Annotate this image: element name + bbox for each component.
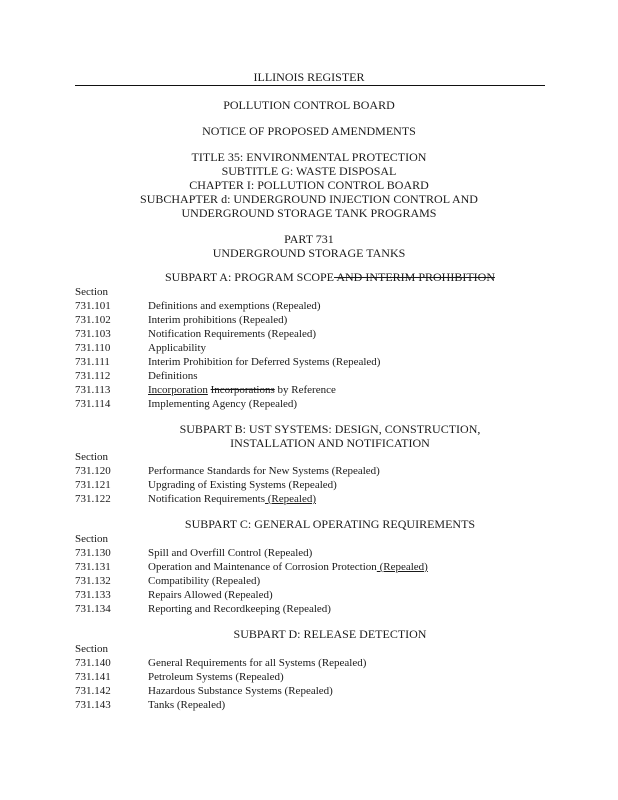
section-number: 731.140 bbox=[75, 657, 111, 669]
section-number: 731.143 bbox=[75, 699, 111, 711]
section-number: 731.141 bbox=[75, 671, 111, 683]
notice-title: NOTICE OF PROPOSED AMENDMENTS bbox=[202, 124, 416, 138]
section-number: 731.134 bbox=[75, 603, 111, 615]
section-title: General Requirements for all Systems (Repealed) bbox=[148, 657, 367, 669]
section-title: Hazardous Substance Systems (Repealed) bbox=[148, 685, 333, 697]
section-title: Petroleum Systems (Repealed) bbox=[148, 671, 284, 683]
section-number: 731.112 bbox=[75, 370, 111, 382]
section-number: 731.130 bbox=[75, 547, 111, 559]
section-title: Applicability bbox=[148, 342, 207, 354]
subtitle-line: SUBTITLE G: WASTE DISPOSAL bbox=[221, 164, 397, 178]
register-title: ILLINOIS REGISTER bbox=[253, 70, 365, 84]
section-title: Definitions bbox=[148, 370, 198, 382]
deleted-text: Incorporations bbox=[210, 384, 275, 396]
subpart-a-heading-struck: AND INTERIM PROHIBITION bbox=[334, 270, 495, 284]
section-title: Notification Requirements (Repealed) bbox=[148, 328, 316, 340]
added-text: (Repealed) bbox=[376, 561, 428, 573]
section-number: 731.121 bbox=[75, 479, 111, 491]
section-number: 731.110 bbox=[75, 342, 111, 354]
subchapter-line-2: UNDERGROUND STORAGE TANK PROGRAMS bbox=[181, 206, 437, 220]
section-number: 731.142 bbox=[75, 685, 111, 697]
chapter-line: CHAPTER I: POLLUTION CONTROL BOARD bbox=[189, 178, 429, 192]
section-title: Definitions and exemptions (Repealed) bbox=[148, 300, 321, 312]
subpart-b-heading-line-2: INSTALLATION AND NOTIFICATION bbox=[230, 436, 430, 450]
section-title-rest: by Reference bbox=[274, 384, 336, 396]
subpart-a-heading-text: SUBPART A: PROGRAM SCOPE bbox=[164, 270, 334, 284]
added-text: (Repealed) bbox=[265, 493, 316, 505]
section-title bbox=[148, 383, 336, 397]
section-label-a: Section bbox=[75, 286, 108, 298]
section-title: Repairs Allowed (Repealed) bbox=[148, 589, 273, 601]
part-name: UNDERGROUND STORAGE TANKS bbox=[212, 246, 406, 260]
section-label-c: Section bbox=[75, 533, 108, 545]
section-number: 731.132 bbox=[75, 575, 111, 587]
section-number: 731.122 bbox=[75, 493, 111, 505]
section-title bbox=[148, 560, 428, 574]
subpart-a-heading bbox=[120, 270, 540, 284]
added-text: Incorporation bbox=[148, 384, 208, 396]
section-label-b: Section bbox=[75, 451, 108, 463]
subpart-c-heading: SUBPART C: GENERAL OPERATING REQUIREMENTS bbox=[184, 517, 476, 531]
subpart-d-heading: SUBPART D: RELEASE DETECTION bbox=[233, 627, 427, 641]
section-label-d: Section bbox=[75, 643, 108, 655]
section-title: Interim prohibitions (Repealed) bbox=[148, 314, 288, 326]
header-rule bbox=[75, 85, 545, 86]
section-title bbox=[148, 492, 316, 506]
section-number: 731.114 bbox=[75, 398, 111, 410]
section-title: Implementing Agency (Repealed) bbox=[148, 398, 298, 410]
section-number: 731.102 bbox=[75, 314, 111, 326]
section-title: Performance Standards for New Systems (Repealed) bbox=[148, 465, 380, 477]
section-number: 731.101 bbox=[75, 300, 111, 312]
section-number: 731.103 bbox=[75, 328, 111, 340]
section-title-text: Notification Requirements bbox=[148, 493, 265, 505]
section-number: 731.131 bbox=[75, 561, 111, 573]
section-number: 731.120 bbox=[75, 465, 111, 477]
section-number: 731.111 bbox=[75, 356, 110, 368]
section-title: Tanks (Repealed) bbox=[148, 699, 226, 711]
part-number: PART 731 bbox=[284, 232, 334, 246]
section-title: Spill and Overfill Control (Repealed) bbox=[148, 547, 313, 559]
subpart-b-heading-line-1: SUBPART B: UST SYSTEMS: DESIGN, CONSTRUCTION, bbox=[179, 422, 481, 436]
section-title: Interim Prohibition for Deferred Systems (Repealed) bbox=[148, 356, 381, 368]
section-title: Reporting and Recordkeeping (Repealed) bbox=[148, 603, 331, 615]
board-name: POLLUTION CONTROL BOARD bbox=[223, 98, 395, 112]
title-line: TITLE 35: ENVIRONMENTAL PROTECTION bbox=[191, 150, 427, 164]
section-title: Compatibility (Repealed) bbox=[148, 575, 261, 587]
section-title-text: Operation and Maintenance of Corrosion Protection bbox=[148, 561, 377, 573]
subchapter-line-1: SUBCHAPTER d: UNDERGROUND INJECTION CONTROL AND bbox=[140, 192, 478, 206]
section-number: 731.113 bbox=[75, 384, 111, 396]
section-number: 731.133 bbox=[75, 589, 111, 601]
section-title: Upgrading of Existing Systems (Repealed) bbox=[148, 479, 337, 491]
